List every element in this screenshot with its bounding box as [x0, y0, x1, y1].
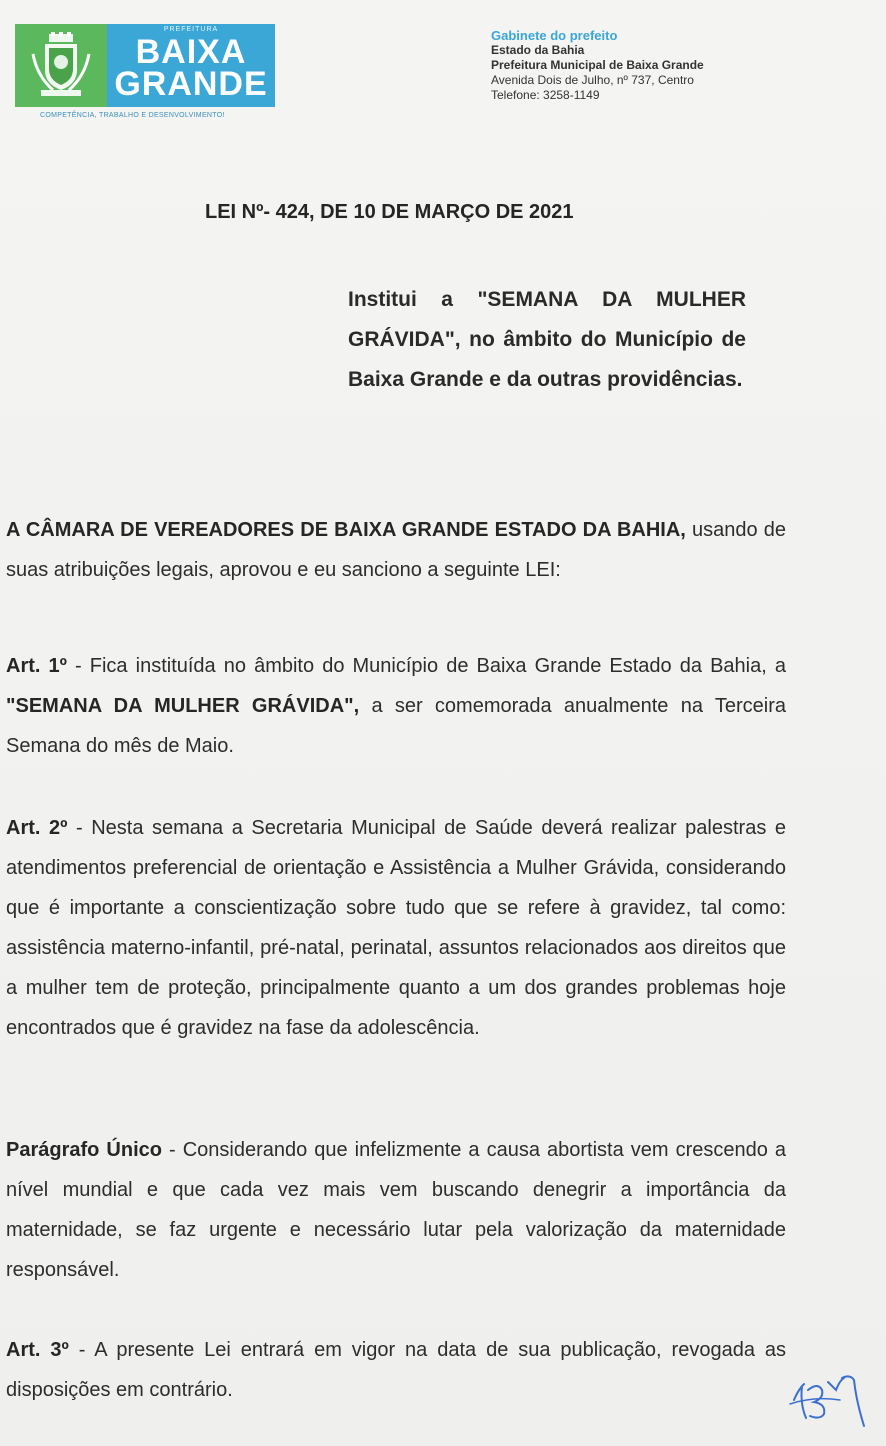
handwritten-initials-icon — [784, 1360, 876, 1432]
intro-text: usando de suas atribuições legais, aprovou e eu sanciono a seguinte LEI: — [6, 519, 786, 581]
law-title: LEI Nº- 424, DE 10 DE MARÇO DE 2021 — [205, 201, 574, 223]
municipal-logo — [15, 24, 275, 107]
article-1-text-b: a ser comemorada anualmente na Terceira Semana do mês de Maio. — [6, 695, 786, 757]
article-3-label: Art. 3º — [6, 1339, 69, 1361]
article-2 — [6, 808, 786, 1048]
paragrafo-unico-text: - Considerando que infelizmente a causa abortista vem crescendo a nível mundial e que cada vez mais vem buscando denegrir a importância da maternidade, se faz urgente e necessário lutar pela valorização da maternidade responsável. — [6, 1139, 786, 1281]
article-2-label: Art. 2º — [6, 817, 68, 839]
office-prefeitura: Prefeitura Municipal de Baixa Grande — [491, 58, 704, 72]
article-1 — [6, 646, 786, 766]
article-3 — [6, 1330, 786, 1410]
article-1-text-a: - Fica instituída no âmbito do Município de Baixa Grande Estado da Bahia, a — [66, 655, 786, 677]
law-ementa: Institui a "SEMANA DA MULHER GRÁVIDA", no âmbito do Município de Baixa Grande e da outras providências. — [348, 288, 746, 391]
article-1-event-name: "SEMANA DA MULHER GRÁVIDA", — [6, 695, 360, 717]
logo-prefeitura-text: PREFEITURA — [163, 26, 219, 33]
article-2-text: - Nesta semana a Secretaria Municipal de Saúde deverá realizar palestras e atendimentos preferencial de orientação e Assistência a Mulher Grávida, considerando que é importante a conscientização sobre tudo que se refere à gravidez, tal como: assistência materno-infantil, pré-natal, perinatal, assuntos relacionados aos direitos que a mulher tem de proteção, principalmente quanto a um dos grandes problemas hoje encontrados que é gravidez na fase da adolescência. — [6, 817, 787, 1039]
logo-text-grande: GRANDE — [114, 65, 268, 103]
office-endereco: Avenida Dois de Julho, nº 737, Centro — [491, 73, 694, 87]
intro-paragraph — [6, 510, 786, 590]
article-1-label: Art. 1º — [6, 655, 67, 677]
intro-chamber-name: A CÂMARA DE VEREADORES DE BAIXA GRANDE ESTADO DA BAHIA, — [6, 519, 686, 541]
logo-slogan: COMPETÊNCIA, TRABALHO E DESENVOLVIMENTO! — [40, 112, 225, 119]
logo-text-baixa: BAIXA — [135, 33, 247, 71]
logo-blue-panel — [107, 24, 275, 107]
paragrafo-unico — [6, 1130, 786, 1290]
office-gabinete: Gabinete do prefeito — [491, 28, 618, 43]
coat-of-arms-icon — [31, 32, 91, 98]
office-telefone: Telefone: 3258-1149 — [491, 88, 600, 102]
office-info — [491, 28, 704, 103]
office-estado: Estado da Bahia — [491, 43, 585, 57]
article-3-text: - A presente Lei entrará em vigor na data de sua publicação, revogada as disposições em contrário. — [6, 1339, 786, 1401]
paragrafo-unico-label: Parágrafo Único — [6, 1139, 162, 1161]
logo-green-panel — [15, 24, 107, 107]
